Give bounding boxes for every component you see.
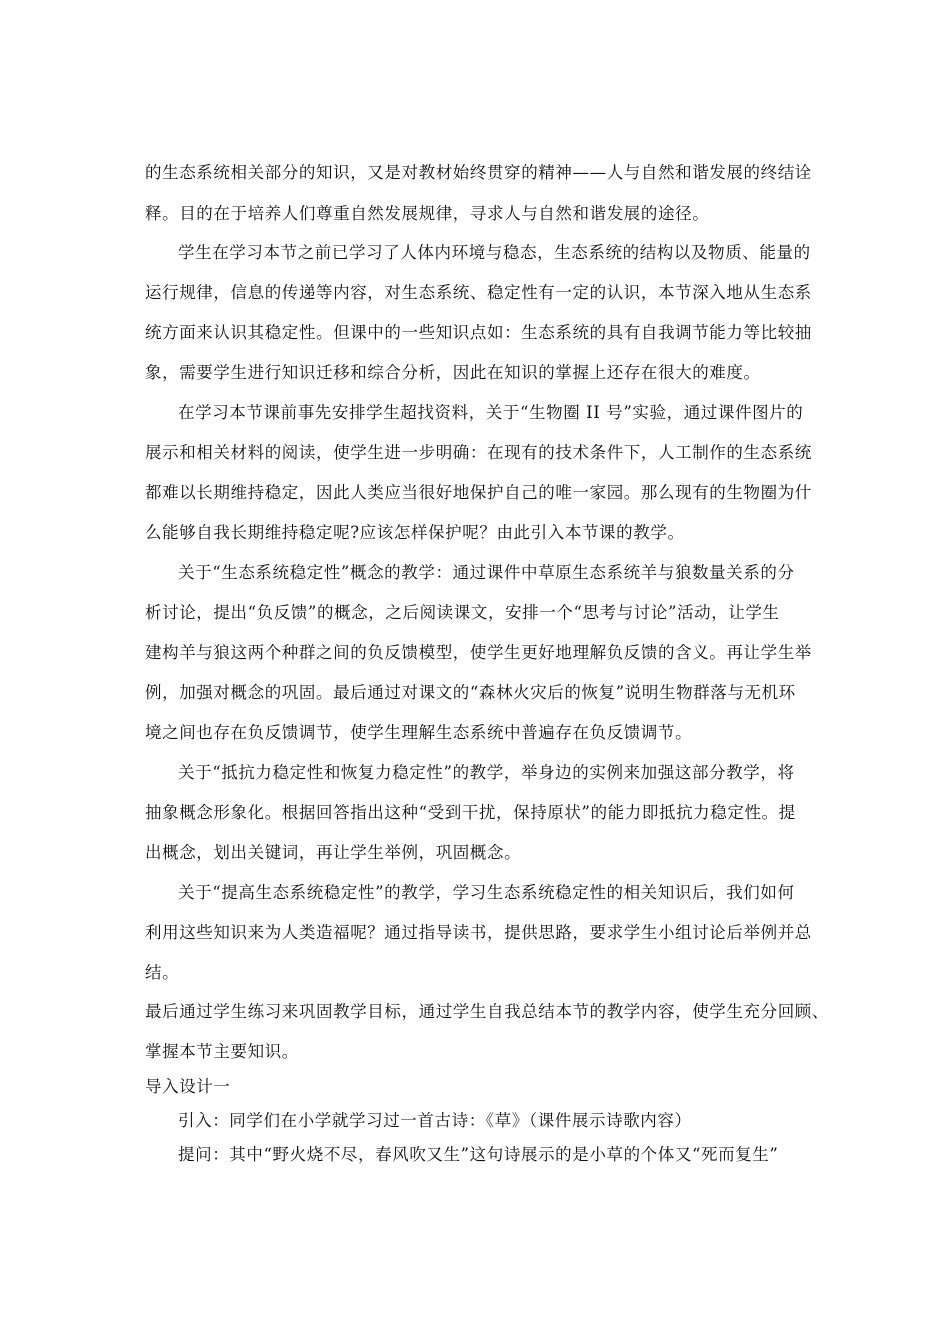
text-line: 象，需要学生进行知识迁移和综合分析，因此在知识的掌握上还存在很大的难度。 xyxy=(145,363,761,382)
text-line: 境之间也存在负反馈调节，使学生理解生态系统中普遍存在负反馈调节。 xyxy=(145,723,693,742)
text-line: 统方面来认识其稳定性。但课中的一些知识点如：生态系统的具有自我调节能力等比较抽 xyxy=(145,323,812,342)
text-line: 提问：其中“野火烧不尽，春风吹又生”这句诗展示的是小草的个体又“死而复生” xyxy=(178,1145,779,1164)
text-line: 析讨论，提出“负反馈”的概念，之后阅读课文，安排一个“思考与讨论”活动，让学生 xyxy=(145,603,780,622)
text-line: 利用这些知识来为人类造福呢？通过指导读书，提供思路，要求学生小组讨论后举例并总 xyxy=(145,923,812,942)
text-line: 都难以长期维持稳定，因此人类应当很好地保护自己的唯一家园。那么现有的生物圈为什 xyxy=(145,483,812,502)
text-line: 运行规律，信息的传递等内容，对生态系统、稳定性有一定的认识，本节深入地从生态系 xyxy=(145,283,812,302)
paragraph-first-line: 关于“抵抗力稳定性和恢复力稳定性”的教学，举身边的实例来加强这部分教学，将 xyxy=(178,763,795,782)
text-line: 么能够自我长期维持稳定呢?应该怎样保护呢？由此引入本节课的教学。 xyxy=(145,523,685,542)
text-line: 出概念，划出关键词，再让学生举例，巩固概念。 xyxy=(145,843,522,862)
text-line: 最后通过学生练习来巩固教学目标，通过学生自我总结本节的教学内容，使学生充分回顾、 xyxy=(145,1002,829,1021)
text-line: 释。目的在于培养人们尊重自然发展规律，寻求人与自然和谐发展的途径。 xyxy=(145,204,710,223)
paragraph-first-line: 关于“生态系统稳定性”概念的教学：通过课件中草原生态系统羊与狼数量关系的分 xyxy=(178,563,795,582)
section-heading: 导入设计一 xyxy=(145,1077,231,1096)
text-line: 结。 xyxy=(145,963,180,982)
text-line: 掌握本节主要知识。 xyxy=(145,1042,299,1061)
text-line: 展示和相关材料的阅读，使学生进一步明确：在现有的技术条件下，人工制作的生态系统 xyxy=(145,443,812,462)
paragraph-first-line: 在学习本节课前事先安排学生超找资料，关于“生物圈 II 号”实验，通过课件图片的 xyxy=(178,403,804,422)
paragraph-first-line: 学生在学习本节之前已学习了人体内环境与稳态，生态系统的结构以及物质、能量的 xyxy=(178,243,811,262)
text-line: 引入：同学们在小学就学习过一首古诗：《草》（课件展示诗歌内容） xyxy=(178,1111,692,1130)
paragraph-first-line: 关于“提高生态系统稳定性”的教学，学习生态系统稳定性的相关知识后，我们如何 xyxy=(178,883,795,902)
text-line: 抽象概念形象化。根据回答指出这种“受到干扰，保持原状”的能力即抵抗力稳定性。提 xyxy=(145,803,796,822)
text-line: 建构羊与狼这两个种群之间的负反馈模型，使学生更好地理解负反馈的含义。再让学生举 xyxy=(145,643,812,662)
text-line: 例，加强对概念的巩固。最后通过对课文的“森林火灾后的恢复”说明生物群落与无机环 xyxy=(145,683,796,702)
text-line: 的生态系统相关部分的知识，又是对教材始终贯穿的精神——人与自然和谐发展的终结诠 xyxy=(145,163,812,182)
